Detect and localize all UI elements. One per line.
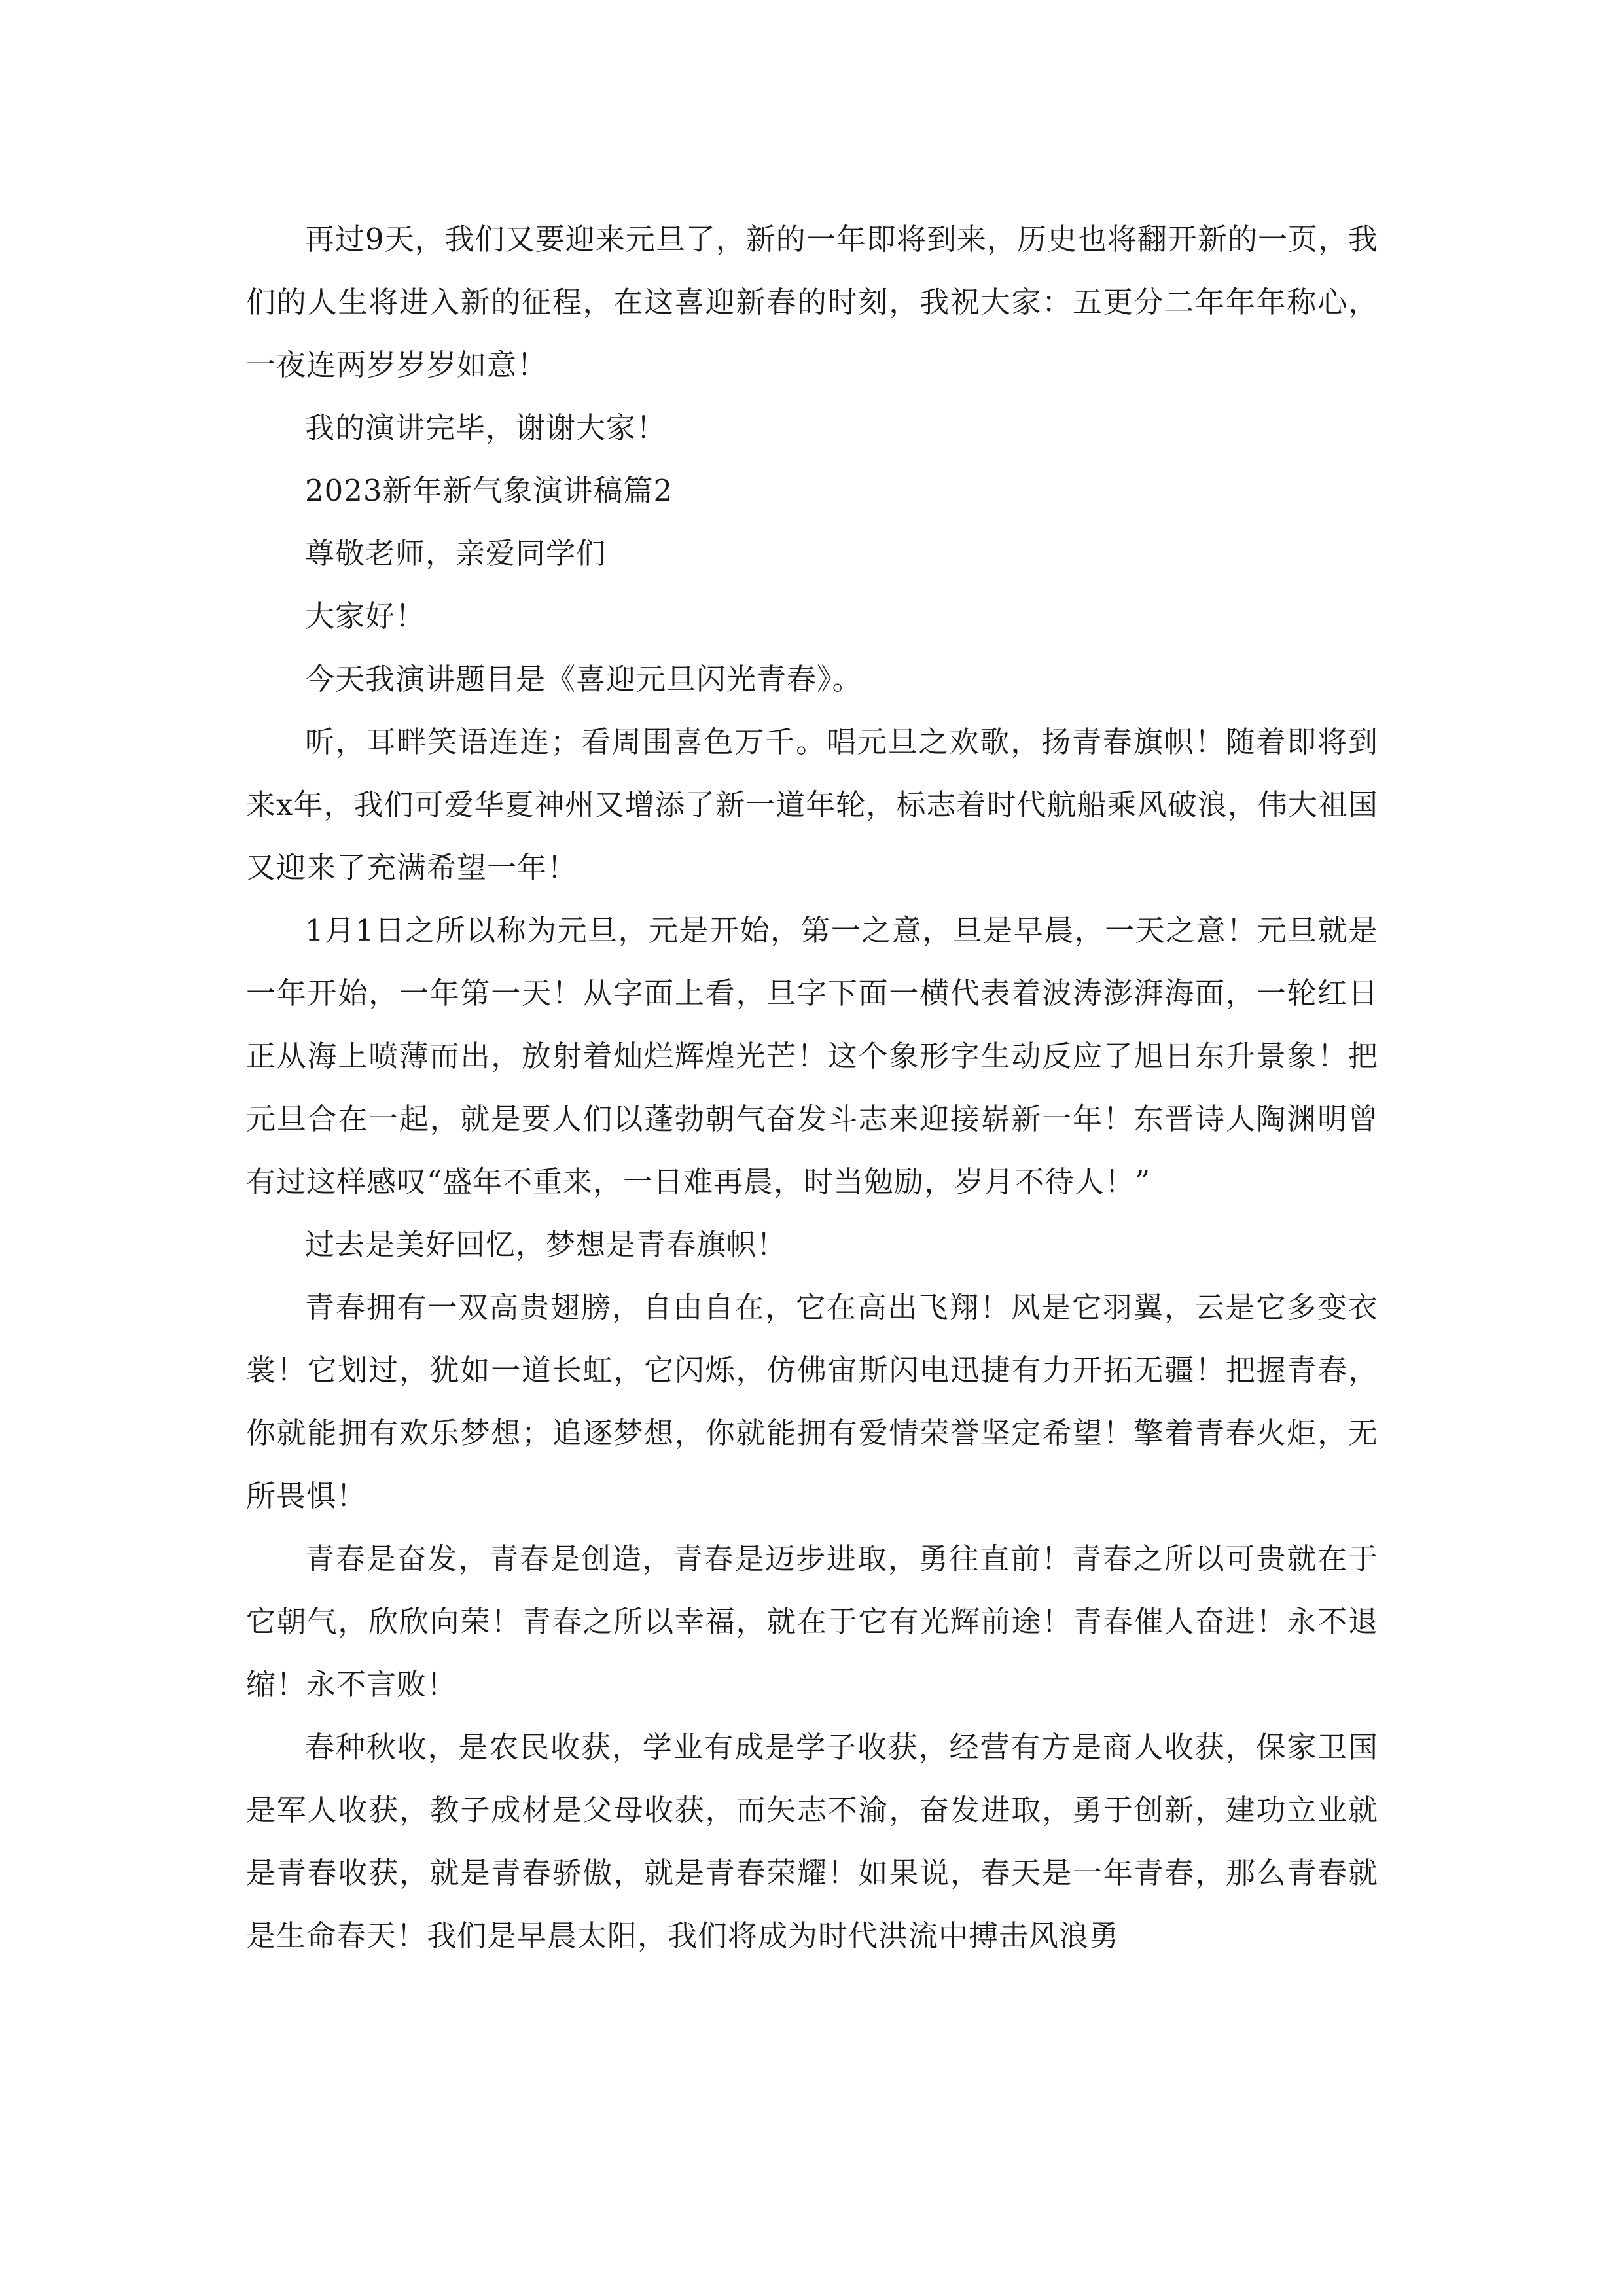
section-title: 2023新年新气象演讲稿篇2 — [305, 473, 673, 508]
paragraph-youth-striving: 青春是奋发，青春是创造，青春是迈步进取，勇往直前！青春之所以可贵就在于它朝气，欣欣向荣！青春之所以幸福，就在于它有光辉前途！青春催人奋进！永不退缩！永不言败！ — [246, 1541, 1378, 1702]
paragraph-new-year-wish: 再过9天，我们又要迎来元旦了，新的一年即将到来，历史也将翻开新的一页，我们的人生将进入新的征程，在这喜迎新春的时刻，我祝大家：五更分二年年年称心，一夜连两岁岁岁如意！ — [246, 222, 1378, 382]
paragraph-greeting: 大家好！ — [305, 599, 426, 634]
paragraph-salutation: 尊敬老师，亲爱同学们 — [305, 536, 607, 571]
paragraph-listen: 听，耳畔笑语连连；看周围喜色万千。唱元旦之欢歌，扬青春旗帜！随着即将到来x年，我们可爱华夏神州又增添了新一道年轮，标志着时代航船乘风破浪，伟大祖国又迎来了充满希望一年！ — [246, 725, 1378, 885]
document-page — [246, 208, 1378, 1967]
paragraph-harvest: 春种秋收，是农民收获，学业有成是学子收获，经营有方是商人收获，保家卫国是军人收获，教子成材是父母收获，而矢志不渝，奋发进取，勇于创新，建功立业就是青春收获，就是青春骄傲，就是青春荣耀！如果说，春天是一年青春，那么青春就是生命春天！我们是早晨太阳，我们将成为时代洪流中搏击风浪勇 — [246, 1730, 1378, 1953]
paragraph-closing: 我的演讲完毕，谢谢大家！ — [305, 410, 667, 445]
paragraph-past-and-dreams: 过去是美好回忆，梦想是青春旗帜！ — [305, 1227, 787, 1262]
paragraph-topic: 今天我演讲题目是《喜迎元旦闪光青春》。 — [305, 662, 863, 696]
paragraph-yuandan-meaning: 1月1日之所以称为元旦，元是开始，第一之意，旦是早晨，一天之意！元旦就是一年开始，一年第一天！从字面上看，旦字下面一横代表着波涛澎湃海面，一轮红日正从海上喷薄而出，放射着灿烂辉煌光芒！这个象形字生动反应了旭日东升景象！把元旦合在一起，就是要人们以蓬勃朝气奋发斗志来迎接崭新一年！东晋诗人陶渊明曾有过这样感叹“盛年不重来，一日难再晨，时当勉励，岁月不待人！” — [246, 913, 1378, 1199]
paragraph-youth-wings: 青春拥有一双高贵翅膀，自由自在，它在高出飞翔！风是它羽翼，云是它多变衣裳！它划过，犹如一道长虹，它闪烁，仿佛宙斯闪电迅捷有力开拓无疆！把握青春，你就能拥有欢乐梦想；追逐梦想，你就能拥有爱情荣誉坚定希望！擎着青春火炬，无所畏惧！ — [246, 1290, 1378, 1513]
